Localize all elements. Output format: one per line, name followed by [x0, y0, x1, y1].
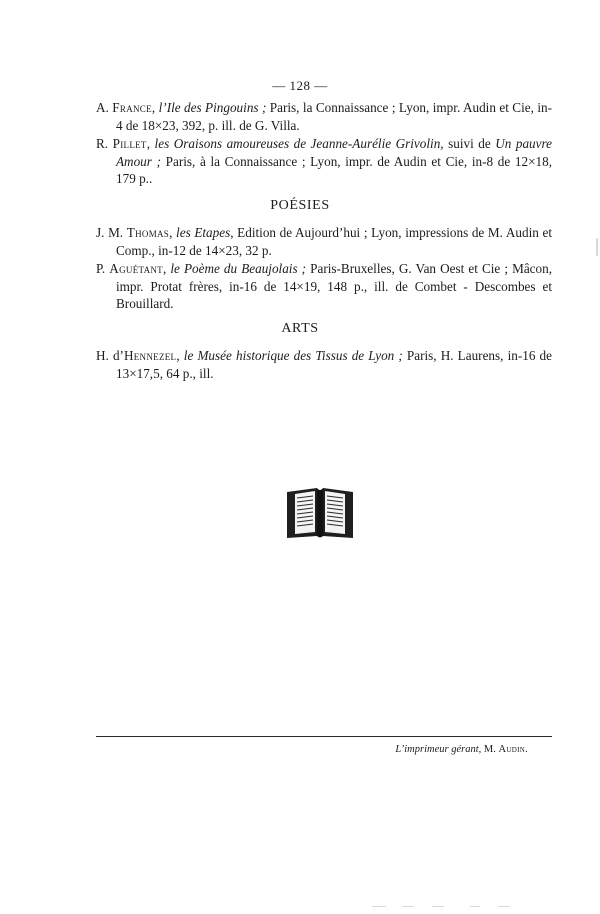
author-initial: A.	[96, 100, 113, 115]
work-title: le Poème du Beaujolais ;	[170, 261, 307, 277]
entry-details: Paris-Bruxelles, G. Van Oest et Cie ; Mâcon, impr. Protat frères, in-16 de 14×19, 148 p., ill. de Combet - Descombes et Brouillard.	[116, 261, 553, 312]
author-name: Pillet	[112, 136, 147, 152]
author-name: France	[112, 100, 152, 115]
author-name: Hennezel	[123, 348, 177, 363]
author-initial: J. M.	[96, 225, 127, 240]
author-initial: R.	[96, 136, 113, 152]
work-title: le Musée historique des Tissus de Lyon ;	[183, 348, 403, 363]
imprint-initial: M.	[481, 744, 499, 755]
author-initial: P.	[96, 261, 110, 277]
author-initial: H. d’	[96, 348, 124, 363]
poesies-entries	[96, 224, 552, 313]
entry-details: suivi de	[443, 136, 496, 152]
scan-speck	[372, 906, 386, 907]
bibliography-entry: R. Pillet, les Oraisons amoureuses de Jeanne-Aurélie Grivolin, suivi de Un pauvre Amour ; Paris, à la Connaissance ; Lyon, impr. de Audin et Cie, in-8 de 12×18, 179 p..	[96, 136, 552, 187]
entry-details: Paris, à la Connaissance ; Lyon, impr. de Audin et Cie, in-8 de 12×18, 179 p..	[116, 153, 552, 187]
imprint-line	[96, 744, 528, 755]
scan-speck	[432, 906, 444, 907]
bibliography-entry: A. France, l’Ile des Pingouins ; Paris, la Connaissance ; Lyon, impr. Audin et Cie, in-4 de 18×23, 392, p. ill. de G. Villa.	[96, 100, 553, 133]
imprint-name: Audin.	[498, 744, 528, 755]
work-title: l’Ile des Pingouins ;	[158, 100, 267, 115]
bibliography-entry: H. d’Hennezel, le Musée historique des Tissus de Lyon ; Paris, H. Laurens, in-16 de 13×17,5, 64 p., ill.	[96, 348, 553, 381]
section-heading-arts: ARTS	[281, 321, 319, 336]
prose-entries	[96, 99, 552, 188]
scan-speck	[596, 238, 598, 256]
entry-details: , Edition de Aujourd’hui ; Lyon, impressions de M. Audin et Comp., in-12 de 14×23, 32 p.	[116, 225, 552, 258]
scan-speck	[402, 906, 414, 907]
work-title-secondary: Un pauvre Amour ;	[116, 136, 552, 169]
imprint-label: L’imprimeur gérant,	[395, 744, 482, 755]
author-name: Thomas	[126, 225, 170, 240]
scan-speck	[498, 906, 510, 907]
bibliography-entry: J. M. Thomas, les Etapes, Edition de Aujourd’hui ; Lyon, impressions de M. Audin et Comp., in-12 de 14×23, 32 p.	[96, 225, 552, 258]
entry-details: Paris, la Connaissance ; Lyon, impr. Audin et Cie, in-4 de 18×23, 392, p. ill. de G. Villa.	[116, 100, 553, 133]
arts-entries	[96, 347, 552, 382]
open-book-ornament	[283, 482, 357, 540]
bibliography-entry: P. Aguétant, le Poème du Beaujolais ; Paris-Bruxelles, G. Van Oest et Cie ; Mâcon, impr. Protat frères, in-16 de 14×19, 148 p., ill. de Combet - Descombes et Brouillard.	[96, 261, 553, 312]
entry-details: Paris, H. Laurens, in-16 de 13×17,5, 64 p., ill.	[116, 348, 553, 381]
section-heading-poesies: POÉSIES	[270, 198, 330, 213]
page-number: — 128 —	[272, 78, 328, 93]
scan-speck	[470, 906, 480, 907]
work-title: les Etapes	[176, 225, 231, 240]
footer-rule	[96, 736, 552, 737]
author-name: Aguétant	[109, 261, 163, 277]
work-title: les Oraisons amoureuses de Jeanne-Aurélie Grivolin,	[154, 136, 444, 152]
